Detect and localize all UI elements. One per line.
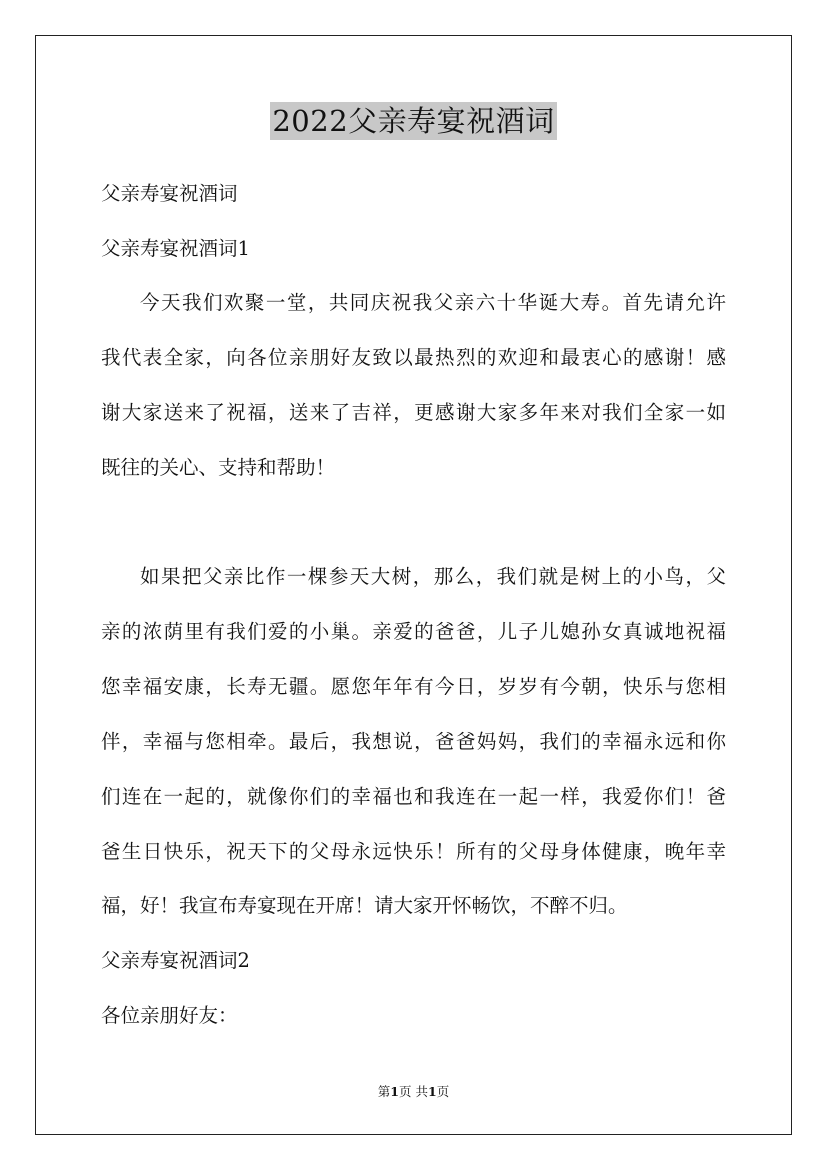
paragraph-1-line: 谢大家送来了祝福，送来了吉祥，更感谢大家多年来对我们全家一如: [101, 401, 726, 424]
paragraph-1-line: 我代表全家，向各位亲朋好友致以最热烈的欢迎和最衷心的感谢！感: [101, 346, 726, 369]
paragraph-1-line: 今天我们欢聚一堂，共同庆祝我父亲六十华诞大寿。首先请允许: [140, 291, 726, 314]
page-footer: [0, 1084, 827, 1100]
paragraph-2-line: 您幸福安康，长寿无疆。愿您年年有今日，岁岁有今朝，快乐与您相: [101, 675, 726, 698]
paragraph-2-line: 如果把父亲比作一棵参天大树，那么，我们就是树上的小鸟，父: [140, 565, 726, 588]
greeting-line: 各位亲朋好友：: [101, 1004, 238, 1027]
section-title-2: 父亲寿宴祝酒词2: [101, 949, 250, 972]
paragraph-2-line: 伴，幸福与您相牵。最后，我想说，爸爸妈妈，我们的幸福永远和你: [101, 730, 726, 753]
paragraph-2-line: 福，好！我宣布寿宴现在开席！请大家开怀畅饮，不醉不归。: [101, 894, 628, 917]
paragraph-2-line: 们连在一起的，就像你们的幸福也和我连在一起一样，我爱你们！爸: [101, 785, 726, 808]
footer-middle: 页 共: [399, 1084, 428, 1099]
footer-page-number: 1: [390, 1084, 399, 1099]
section-title-1: 父亲寿宴祝酒词1: [101, 237, 250, 260]
paragraph-2-line: 爸生日快乐，祝天下的父母永远快乐！所有的父母身体健康，晚年幸: [101, 840, 726, 863]
footer-suffix: 页: [436, 1084, 450, 1099]
title-container: [0, 102, 827, 140]
document-title: 2022父亲寿宴祝酒词: [272, 104, 555, 138]
paragraph-2-line: 亲的浓荫里有我们爱的小巢。亲爱的爸爸，儿子儿媳孙女真诚地祝福: [101, 620, 726, 643]
document-heading: 父亲寿宴祝酒词: [101, 182, 238, 205]
footer-page-total: 1: [427, 1084, 437, 1099]
paragraph-1-line: 既往的关心、支持和帮助！: [101, 456, 336, 479]
footer-prefix: 第: [377, 1084, 391, 1099]
